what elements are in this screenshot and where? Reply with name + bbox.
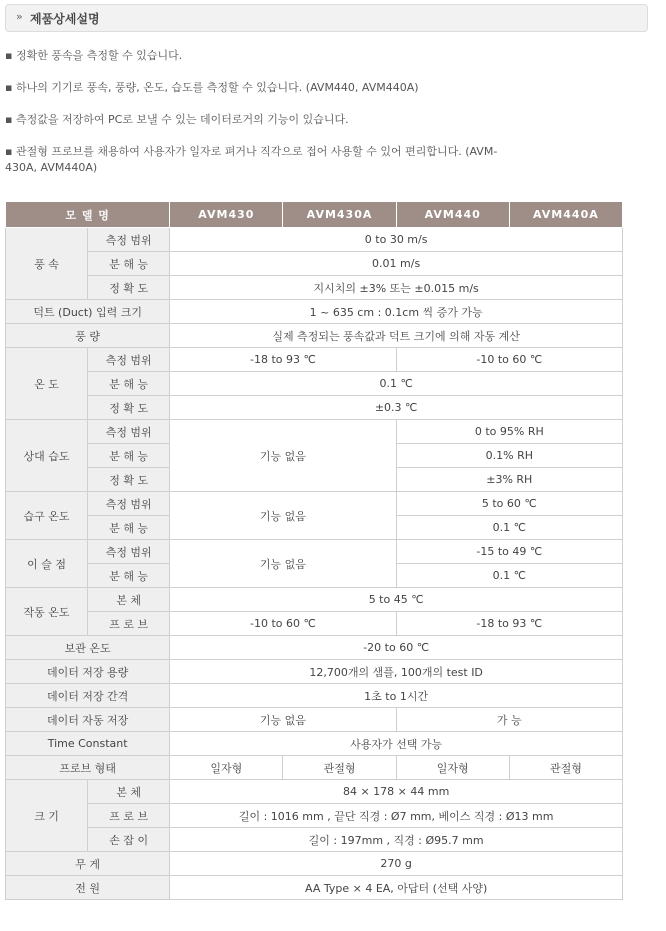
feature-item: ▪ 하나의 기기로 풍속, 풍량, 온도, 습도를 측정할 수 있습니다. (AVM440, AVM440A) [5, 81, 419, 94]
cell-value: 사용자가 선택 가능 [170, 732, 623, 756]
sub-label: 분 해 능 [88, 444, 170, 468]
cell-value: 5 to 45 ℃ [170, 588, 623, 612]
cell-value: 0.1 ℃ [396, 564, 622, 588]
cell-value: 84 × 178 × 44 mm [170, 780, 623, 804]
table-row [6, 324, 623, 348]
table-row [6, 276, 623, 300]
cell-value: 길이 : 1016 mm , 끝단 직경 : Ø7 mm, 베이스 직경 : Ø13 mm [170, 804, 623, 828]
feature-list [5, 48, 565, 192]
sub-label: 프 로 브 [88, 804, 170, 828]
table-row [6, 636, 623, 660]
feature-item: ▪ 측정값을 저장하여 PC로 보낼 수 있는 데이터로거의 기능이 있습니다. [5, 113, 349, 126]
cell-value: 0 to 30 m/s [170, 228, 623, 252]
table-row [6, 252, 623, 276]
feature-item-continued: 430A, AVM440A) [5, 161, 98, 174]
row-label-operating-temp: 작동 온도 [6, 588, 88, 636]
header-avm430a: AVM430A [283, 202, 396, 228]
cell-value: -18 to 93 ℃ [170, 348, 396, 372]
table-row [6, 372, 623, 396]
sub-label: 정 확 도 [88, 468, 170, 492]
row-label-probe-type: 프로브 형태 [6, 756, 170, 780]
row-label-dewpoint: 이 슬 점 [6, 540, 88, 588]
sub-label: 분 해 능 [88, 372, 170, 396]
row-label-duct: 덕트 (Duct) 입력 크기 [6, 300, 170, 324]
row-label-wind-speed: 풍 속 [6, 228, 88, 300]
cell-value: 지시치의 ±3% 또는 ±0.015 m/s [170, 276, 623, 300]
table-row [6, 540, 623, 564]
cell-value: 길이 : 197mm , 직경 : Ø95.7 mm [170, 828, 623, 852]
cell-value: 일자형 [170, 756, 283, 780]
cell-value: 5 to 60 ℃ [396, 492, 622, 516]
cell-value: 기능 없음 [170, 708, 396, 732]
table-row [6, 348, 623, 372]
cell-value: -20 to 60 ℃ [170, 636, 623, 660]
cell-value: 0.1% RH [396, 444, 622, 468]
row-label-data-capacity: 데이터 저장 용량 [6, 660, 170, 684]
cell-value: ±0.3 ℃ [170, 396, 623, 420]
cell-value-na: 기능 없음 [170, 492, 396, 540]
header-avm430: AVM430 [170, 202, 283, 228]
table-row [6, 684, 623, 708]
sub-label: 측정 범위 [88, 348, 170, 372]
cell-value: -15 to 49 ℃ [396, 540, 622, 564]
sub-label: 측정 범위 [88, 420, 170, 444]
header-model: 모 델 명 [6, 202, 170, 228]
sub-label: 본 체 [88, 588, 170, 612]
table-row [6, 804, 623, 828]
row-label-humidity: 상대 습도 [6, 420, 88, 492]
table-row [6, 876, 623, 900]
cell-value: 0.1 ℃ [396, 516, 622, 540]
cell-value-na: 기능 없음 [170, 540, 396, 588]
table-header-row [6, 202, 623, 228]
sub-label: 측정 범위 [88, 492, 170, 516]
table-row [6, 492, 623, 516]
cell-value: 12,700개의 샘플, 100개의 test ID [170, 660, 623, 684]
feature-item: ▪ 정확한 풍속을 측정할 수 있습니다. [5, 49, 183, 62]
cell-value: -10 to 60 ℃ [396, 348, 622, 372]
table-row [6, 228, 623, 252]
cell-value: 1 ~ 635 cm : 0.1cm 씩 증가 가능 [170, 300, 623, 324]
cell-value: -18 to 93 ℃ [396, 612, 622, 636]
row-label-weight: 무 게 [6, 852, 170, 876]
table-row [6, 420, 623, 444]
sub-label: 정 확 도 [88, 276, 170, 300]
section-title: 제품상세설명 [30, 12, 100, 26]
cell-value: 0 to 95% RH [396, 420, 622, 444]
table-row [6, 300, 623, 324]
table-row [6, 780, 623, 804]
header-avm440a: AVM440A [509, 202, 622, 228]
cell-value: 270 g [170, 852, 623, 876]
section-header [5, 4, 648, 32]
table-row [6, 732, 623, 756]
sub-label: 분 해 능 [88, 516, 170, 540]
cell-value: 0.01 m/s [170, 252, 623, 276]
row-label-size: 크 기 [6, 780, 88, 852]
row-label-flow: 풍 량 [6, 324, 170, 348]
sub-label: 프 로 브 [88, 612, 170, 636]
cell-value-na: 기능 없음 [170, 420, 396, 492]
feature-item: ▪ 관절형 프로브를 채용하여 사용자가 일자로 펴거나 직각으로 접어 사용할 수 있어 편리합니다. (AVM- [5, 145, 498, 158]
header-avm440: AVM440 [396, 202, 509, 228]
table-row [6, 756, 623, 780]
sub-label: 손 잡 이 [88, 828, 170, 852]
sub-label: 측정 범위 [88, 228, 170, 252]
cell-value: 관절형 [283, 756, 396, 780]
table-row [6, 612, 623, 636]
cell-value: 실제 측정되는 풍속값과 덕트 크기에 의해 자동 계산 [170, 324, 623, 348]
row-label-power: 전 원 [6, 876, 170, 900]
sub-label: 분 해 능 [88, 252, 170, 276]
cell-value: -10 to 60 ℃ [170, 612, 396, 636]
sub-label: 정 확 도 [88, 396, 170, 420]
cell-value: 관절형 [509, 756, 622, 780]
row-label-wetbulb: 습구 온도 [6, 492, 88, 540]
cell-value: 가 능 [396, 708, 622, 732]
table-row [6, 588, 623, 612]
row-label-time-constant: Time Constant [6, 732, 170, 756]
table-row [6, 708, 623, 732]
row-label-temperature: 온 도 [6, 348, 88, 420]
sub-label: 측정 범위 [88, 540, 170, 564]
cell-value: 0.1 ℃ [170, 372, 623, 396]
cell-value: ±3% RH [396, 468, 622, 492]
row-label-auto-save: 데이터 자동 저장 [6, 708, 170, 732]
table-row [6, 396, 623, 420]
cell-value: 1초 to 1시간 [170, 684, 623, 708]
table-row [6, 828, 623, 852]
sub-label: 분 해 능 [88, 564, 170, 588]
cell-value: AA Type × 4 EA, 아답터 (선택 사양) [170, 876, 623, 900]
row-label-data-interval: 데이터 저장 간격 [6, 684, 170, 708]
row-label-storage-temp: 보관 온도 [6, 636, 170, 660]
sub-label: 본 체 [88, 780, 170, 804]
cell-value: 일자형 [396, 756, 509, 780]
spec-table [5, 201, 623, 900]
chevron-right-icon: » [16, 10, 23, 23]
table-row [6, 660, 623, 684]
table-row [6, 852, 623, 876]
